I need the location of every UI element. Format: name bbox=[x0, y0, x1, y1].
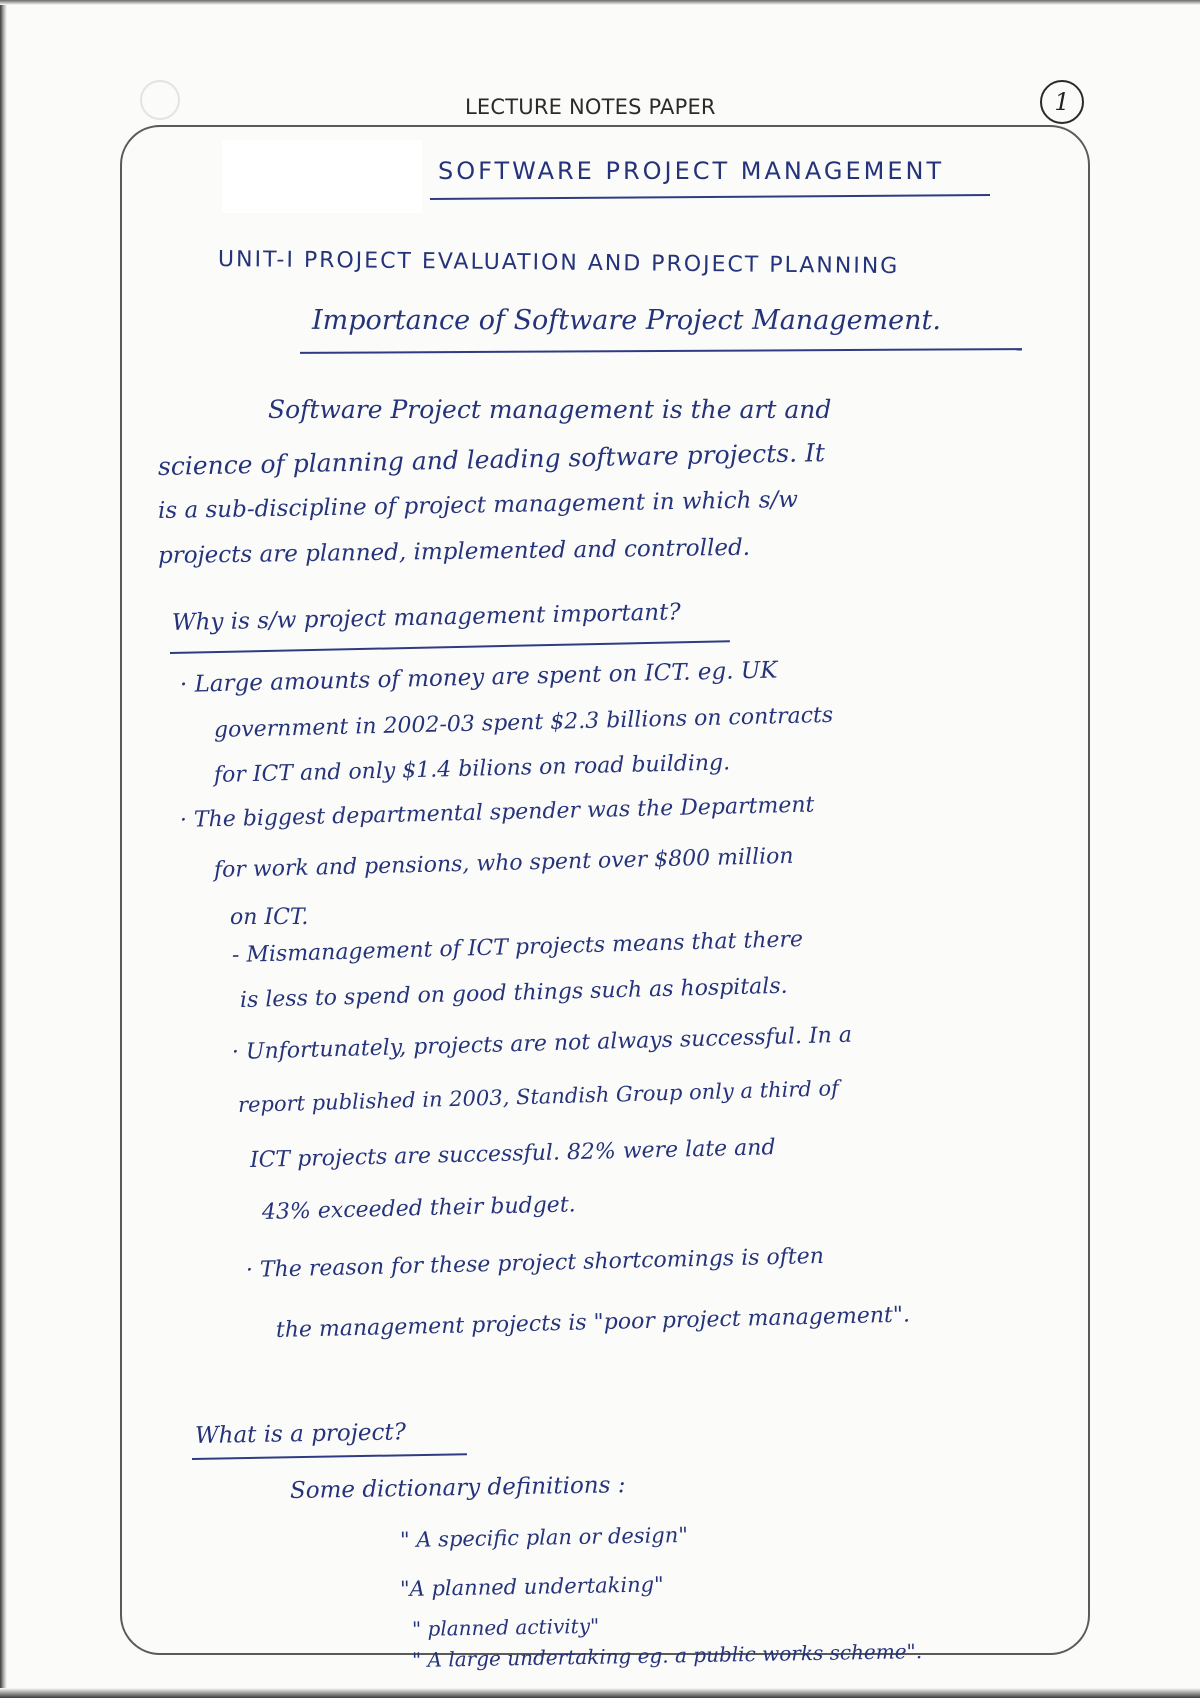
intro-line-4: projects are planned, implemented and controlled. bbox=[157, 534, 751, 569]
unit-heading: UNIT-I PROJECT EVALUATION AND PROJECT PLANNING bbox=[217, 247, 900, 280]
definition-1: " A specific plan or design" bbox=[399, 1522, 689, 1552]
bullet-line-5: for work and pensions, who spent over $800 million bbox=[213, 843, 794, 883]
definition-3: " planned activity" bbox=[411, 1613, 600, 1641]
what-heading: What is a project? bbox=[194, 1419, 407, 1449]
topic-heading: Importance of Software Project Management. bbox=[312, 305, 941, 336]
bullet-line-11: ICT projects are successful. 82% were late and bbox=[249, 1135, 776, 1173]
bullet-line-1: · Large amounts of money are spent on ICT. eg. UK bbox=[179, 657, 778, 698]
scan-shadow-top bbox=[0, 0, 1200, 5]
bullet-line-14: the management projects is "poor project management". bbox=[275, 1302, 911, 1343]
bullet-line-2: government in 2002-03 spent $2.3 billions on contracts bbox=[213, 702, 834, 743]
bullet-line-3: for ICT and only $1.4 bilions on road building. bbox=[213, 750, 731, 788]
page-title: SOFTWARE PROJECT MANAGEMENT bbox=[438, 157, 945, 185]
definition-2: "A planned undertaking" bbox=[399, 1572, 664, 1601]
intro-line-2: science of planning and leading software projects. It bbox=[157, 438, 826, 481]
redaction-box bbox=[222, 140, 422, 213]
bullet-line-13: · The reason for these project shortcomings is often bbox=[245, 1243, 825, 1283]
bullet-line-12: 43% exceeded their budget. bbox=[261, 1192, 576, 1225]
bullet-line-10: report published in 2003, Standish Group only a third of bbox=[237, 1076, 840, 1117]
scan-shadow-left bbox=[0, 0, 7, 1698]
intro-line-1: Software Project management is the art and bbox=[268, 395, 832, 424]
bullet-line-6: on ICT. bbox=[230, 905, 309, 930]
definitions-intro: Some dictionary definitions : bbox=[289, 1472, 626, 1504]
definition-4: " A large undertaking eg. a public works scheme". bbox=[411, 1639, 923, 1672]
intro-line-3: is a sub-discipline of project management in which s/w bbox=[157, 486, 799, 524]
why-heading: Why is s/w project management important? bbox=[171, 599, 681, 636]
bullet-line-9: · Unfortunately, projects are not always successful. In a bbox=[231, 1022, 853, 1065]
bullet-line-8: is less to spend on good things such as hospitals. bbox=[239, 973, 788, 1013]
header-label: LECTURE NOTES PAPER bbox=[465, 95, 716, 119]
bullet-line-4: · The biggest departmental spender was the Department bbox=[179, 792, 815, 833]
faint-page-circle bbox=[140, 80, 180, 120]
scan-shadow-bottom bbox=[0, 1688, 1200, 1698]
bullet-line-7: - Mismanagement of ICT projects means that there bbox=[231, 927, 804, 968]
page-number: 1 bbox=[1040, 80, 1084, 124]
